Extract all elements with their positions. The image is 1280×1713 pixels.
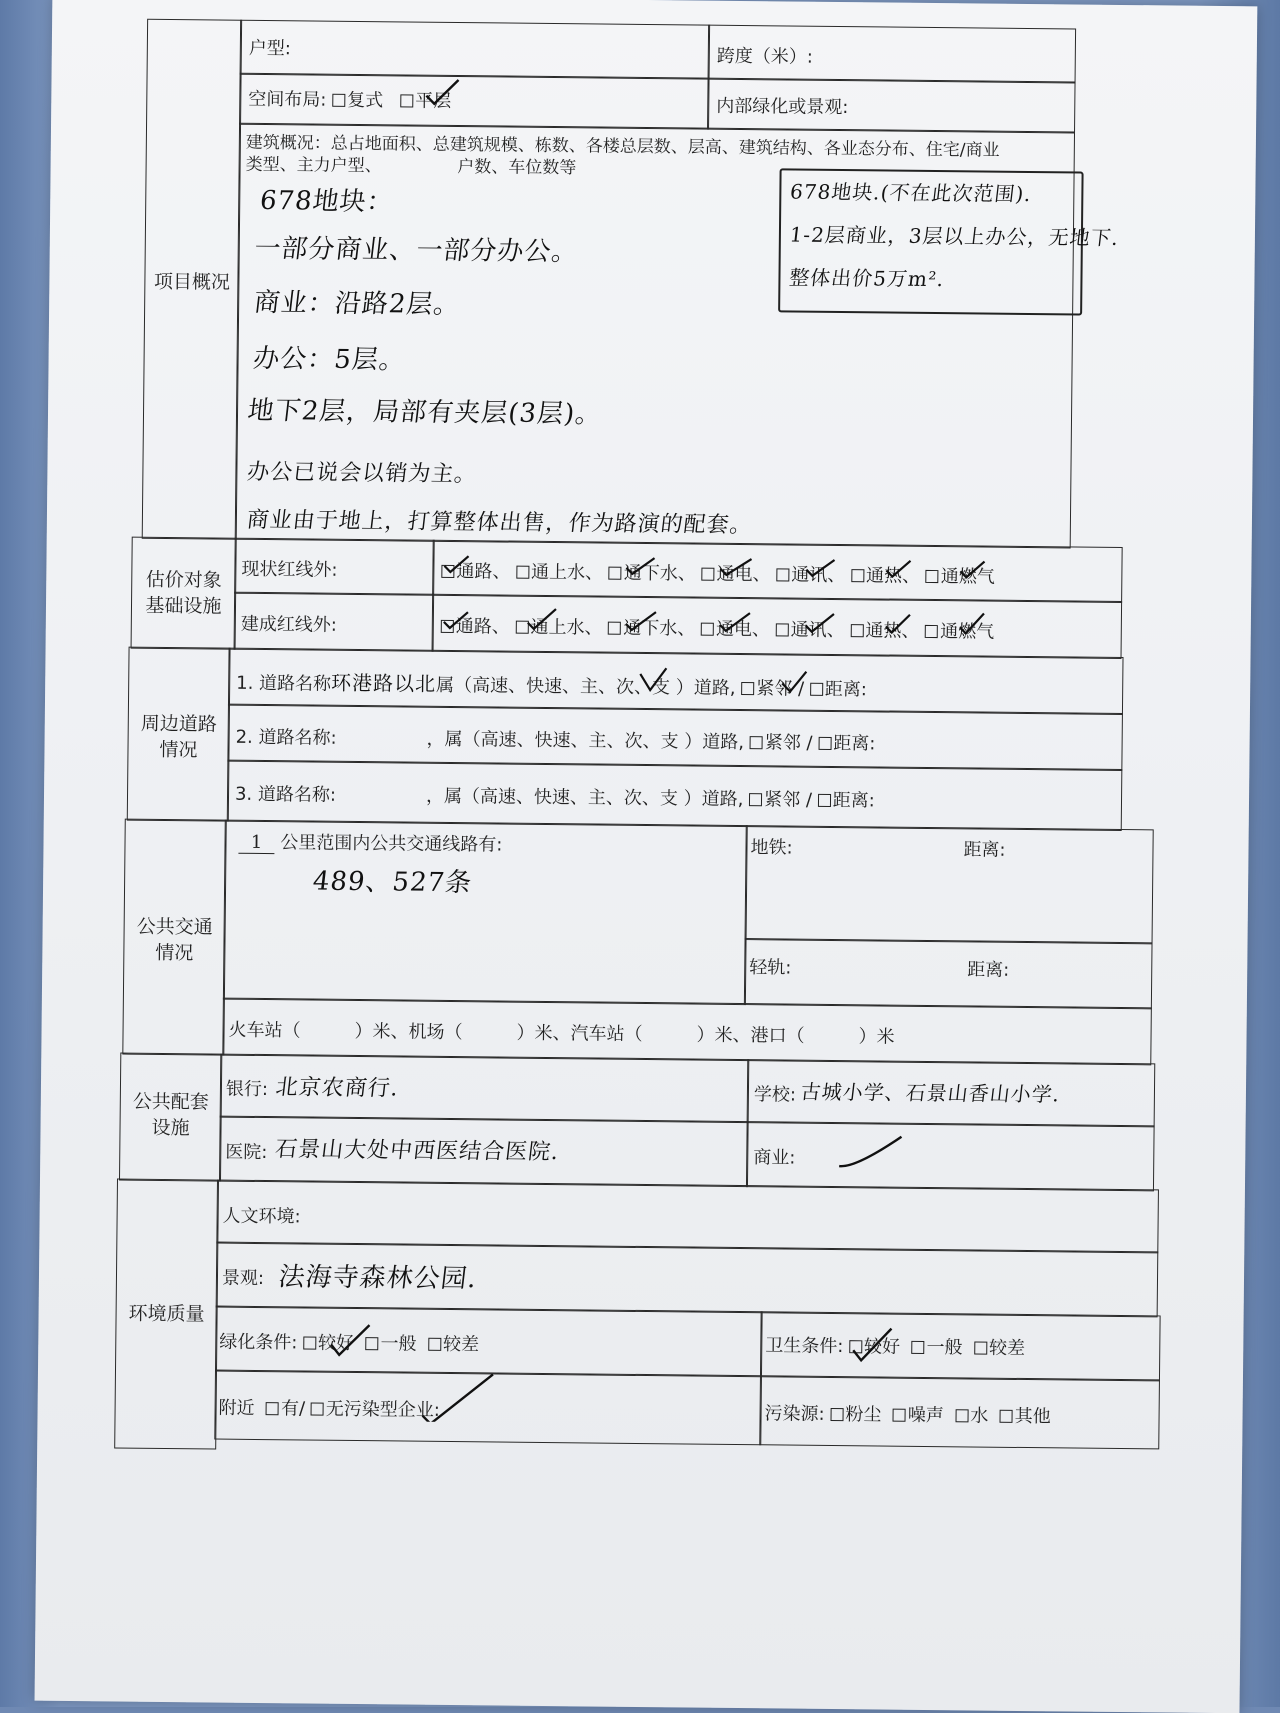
project-section-title: 项目概况 (153, 270, 231, 294)
road-3-distance: 距离: (832, 789, 875, 812)
unit-type-cell (240, 20, 711, 80)
pollution-label: 污染源: (764, 1403, 825, 1425)
water: 水 (970, 1405, 989, 1427)
scenery-label: 景观: (221, 1267, 265, 1290)
note-line-2: 1-2层商业，3层以上办公，无地下. (788, 222, 1121, 250)
road-3-belongs: 属（高速、快速、主、次、支 ）道路, (443, 785, 744, 811)
overview-label-2: 类型、主力户型、 户数、车位数等 (245, 154, 577, 179)
hygiene-poor: 较差 (988, 1337, 1026, 1360)
environment-check-marks-icon (312, 1311, 913, 1427)
infra-drain: 通下水、 (623, 562, 696, 585)
built-telecom: 通讯、 (790, 619, 845, 642)
built-drain: 通下水、 (623, 617, 696, 640)
light-rail-distance: 距离: (967, 959, 1010, 981)
unit-type-label: 户型: (248, 37, 292, 60)
road-check-marks-icon (630, 664, 830, 706)
culture-label: 人文环境: (222, 1205, 301, 1228)
commerce-check-mark-icon (835, 1132, 905, 1173)
facilities-section-title (119, 1089, 222, 1142)
hospital-handwritten: 石景山大处中西医结合医院. (273, 1137, 561, 1166)
handwritten-line-1: 678地块： (258, 185, 396, 218)
commerce-label: 商业: (753, 1147, 796, 1169)
duplex-option: 复式 (347, 89, 384, 112)
road-2-belongs: 属（高速、快速、主、次、支 ）道路, (444, 728, 745, 754)
infra-current-label: 现状红线外: (241, 558, 338, 581)
commerce-cell (746, 1121, 1155, 1191)
school-handwritten: 古城小学、石景山香山小学. (799, 1079, 1062, 1107)
bus-lines-handwritten: 489、527条 (311, 866, 474, 899)
stations-text: 火车站（ ）米、机场（ ）米、汽车站（ ）米、港口（ ）米 (228, 1019, 895, 1048)
facilities-section-text: 公共配套设施 (132, 1090, 209, 1140)
nearby-label: 附近 (218, 1397, 255, 1419)
hospital-label: 医院: (225, 1141, 268, 1164)
handwritten-line-7: 商业由于地上，打算整体出售，作为路演的配套。 (245, 507, 755, 539)
green-good: 较好 (317, 1332, 355, 1354)
span-label: 跨度（米）: (716, 45, 813, 68)
transit-section-text: 公共交通情况 (136, 915, 213, 965)
road-2-adjacent-checkbox[interactable] (750, 736, 763, 749)
road-2-adjacent: 紧邻 (764, 732, 801, 754)
bank-handwritten: 北京农商行. (274, 1075, 401, 1102)
road-3-comma: ， (425, 785, 445, 807)
bus-label: 公里范围内公共交通线路有: (280, 832, 503, 856)
built-water: 通上水、 (530, 616, 603, 639)
infra-check-marks-icon (436, 542, 1057, 658)
built-road: 通路、 (455, 616, 510, 638)
road-1-adjacent: 紧邻 (756, 678, 793, 700)
handwritten-line-3: 商业：沿路2层。 (252, 287, 463, 321)
flat-check-mark-icon (424, 78, 460, 108)
road-2-comma: ， (426, 728, 445, 750)
nearby-has: 有/ (280, 1398, 306, 1420)
overview-label-1: 建筑概况：总占地面积、总建筑规模、栋数、各楼总层数、层高、建筑结构、各业态分布、住宅/商业 (245, 132, 1000, 161)
infra-heat: 通热、 (865, 565, 921, 587)
green-normal: 一般 (380, 1333, 417, 1355)
infra-power: 通电、 (716, 563, 771, 586)
road-1-belongs: 属（高速、快速、主、次、支 ）道路, (435, 674, 736, 699)
road-2-slash: / (806, 732, 813, 754)
handwritten-line-6: 办公已说会以销为主。 (245, 459, 479, 488)
duplex-checkbox[interactable] (332, 94, 345, 107)
water-checkbox[interactable] (955, 1409, 968, 1422)
road-3-adjacent: 紧邻 (764, 789, 801, 811)
environment-section-title: 环境质量 (128, 1302, 205, 1326)
built-power: 通电、 (715, 618, 771, 641)
bus-km-value: 1 (238, 832, 274, 854)
road-3-prefix: 3. 道路名称: (234, 783, 337, 806)
road-2-distance-checkbox[interactable] (818, 737, 831, 750)
road-1-name: 环港路以北 (330, 670, 437, 696)
hygiene-poor-checkbox[interactable] (974, 1341, 987, 1354)
handwritten-line-4: 办公：5层。 (251, 343, 408, 376)
road-3-adjacent-checkbox[interactable] (749, 793, 762, 806)
metro-distance: 距离: (963, 839, 1006, 861)
light-rail-cell (744, 938, 1153, 1009)
scenery-handwritten: 法海寺森林公园. (276, 1262, 479, 1295)
built-heat: 通热、 (865, 620, 920, 642)
flat-checkbox[interactable] (400, 94, 413, 107)
form-paper (35, 0, 1258, 1713)
bus-row (238, 828, 502, 857)
layout-label: 空间布局: (248, 88, 327, 111)
greening-condition-label: 绿化条件: (219, 1331, 298, 1354)
dust: 粉尘 (845, 1404, 882, 1426)
road-1-slash: / (797, 678, 805, 700)
road-3-slash: / (805, 789, 813, 811)
road-2-distance: 距离: (833, 732, 876, 755)
nearby-has-checkbox[interactable] (266, 1402, 279, 1415)
hygiene-label: 卫生条件: (765, 1335, 844, 1358)
infra-water: 通上水、 (531, 561, 604, 584)
school-label: 学校: (753, 1084, 797, 1106)
road-1-prefix: 1. 道路名称 (236, 672, 332, 695)
metro-cell (745, 825, 1154, 944)
flat-option: 平层 (415, 90, 452, 112)
built-gas: 通燃气 (940, 621, 995, 643)
road-3-distance-checkbox[interactable] (818, 794, 831, 807)
note-line-3: 整体出价5万m². (787, 265, 946, 292)
metro-label: 地铁: (750, 837, 793, 859)
handwritten-line-5: 地下2层，局部有夹层(3层)。 (246, 395, 604, 430)
greening-label: 内部绿化或景观: (716, 95, 849, 119)
infra-section-text: 估价对象基础设施 (145, 568, 222, 618)
other: 其他 (1014, 1405, 1051, 1428)
light-rail-label: 轻轨: (749, 957, 792, 979)
noise: 噪声 (907, 1404, 944, 1427)
roads-section-title (127, 711, 230, 764)
road-2-prefix: 2. 道路名称: (235, 726, 337, 749)
infra-section-title (131, 567, 237, 620)
road-1-distance: 距离: (824, 678, 867, 701)
hygiene-good: 较好 (863, 1336, 901, 1358)
layout-row (248, 85, 451, 113)
transit-section-title (123, 914, 226, 967)
survey-form (128, 19, 1217, 1570)
roads-section-text: 周边道路情况 (140, 712, 217, 762)
infra-gas: 通燃气 (940, 566, 995, 588)
hygiene-normal-checkbox[interactable] (911, 1341, 924, 1354)
nearby-none: 无污染型企业: (325, 1398, 441, 1421)
infra-road: 通路、 (456, 561, 511, 583)
green-poor: 较差 (442, 1333, 480, 1356)
handwritten-line-2: 一部分商业、一部分办公。 (252, 233, 581, 268)
infra-telecom: 通讯、 (791, 564, 846, 587)
hygiene-normal: 一般 (926, 1336, 963, 1359)
infra-built-label: 建成红线外: (240, 613, 338, 636)
bank-label: 银行: (225, 1078, 269, 1101)
other-checkbox[interactable] (1000, 1410, 1013, 1423)
note-line-1: 678地块.(不在此次范围). (788, 179, 1034, 207)
